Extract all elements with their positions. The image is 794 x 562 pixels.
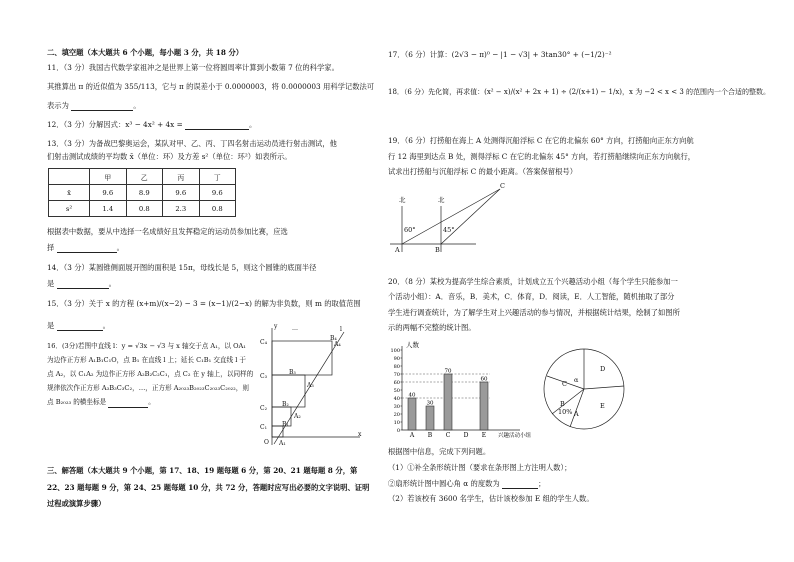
q13-line2: 们射击测试成绩的平均数 x̄（单位：环）及方差 s²（单位：环²）如表所示。	[47, 152, 292, 161]
q20-answer-blank[interactable]	[502, 479, 538, 489]
q16-figure	[252, 322, 367, 447]
q16-line1: 16．(3分)若图中直线 l：y = √3x − √3 与 x 轴交于点 A₁，以 OA₁	[47, 342, 246, 350]
fig16-point-label: B₄	[330, 335, 337, 342]
q13-answer-blank[interactable]	[57, 243, 117, 253]
y-tick-label: 60	[393, 380, 400, 386]
q20-line2: 个活动小组）：A．音乐，B．美术，C．体育，D．阅读，E．人工智能，随机抽取了部分	[388, 292, 675, 301]
bar-data-label: 30	[426, 400, 434, 407]
q15-line2: 是 。	[47, 321, 110, 330]
bar	[480, 382, 488, 430]
fig16-point-label: B₃	[289, 369, 296, 376]
bar	[408, 398, 416, 430]
y-tick-label: 30	[393, 404, 400, 410]
q16-answer-blank[interactable]	[108, 398, 148, 408]
q14-answer-blank[interactable]	[57, 279, 109, 289]
category-label: D	[463, 432, 469, 439]
bar	[444, 374, 452, 430]
category-label: B	[427, 432, 433, 439]
section3-heading-line3: 过程或演算步骤）	[47, 499, 106, 508]
fig16-x-label: x	[358, 431, 362, 438]
fig16-point-label: C₄	[260, 339, 267, 346]
q13-line4: 择 。	[47, 243, 124, 252]
point-c-label: C	[500, 182, 505, 190]
q20-line8: （2）若该校有 3600 名学生，估计该校参加 E 组的学生人数。	[388, 494, 594, 503]
point-b-label: B	[435, 246, 440, 254]
q16-line5: 点 B₂₀₂₃ 的横坐标是 。	[47, 398, 155, 406]
table-cell: s²	[49, 201, 90, 217]
q13-line3: 根据表中数据，要从中选择一名成绩好且发挥稳定的运动员参加比赛，应选	[47, 227, 288, 236]
north-label-a: 北	[399, 196, 406, 204]
chart-x-label: 兴趣活动小组	[498, 433, 532, 439]
q12: 12．（3 分）分解因式：x³ − 4x² + 4x = 。	[47, 120, 257, 129]
pie-divider	[584, 386, 624, 389]
bar-data-label: 70	[444, 368, 452, 375]
point-a-label: A	[395, 246, 400, 254]
q16-line3: 点 A₂，以 C₁A₂ 为边作正方形 A₂B₂C₂C₁，点 C₂ 在 y 轴上，以同样的	[47, 370, 254, 378]
q13-line1: 13．（3 分）为备战巴黎奥运会，某队对甲、乙、丙、丁四名射击运动员进行射击测试，他	[47, 139, 337, 148]
table-cell: 甲	[90, 169, 127, 185]
pie-percent: 10%	[558, 408, 573, 416]
q20-line7: ②扇形统计图中圆心角 α 的度数为 ；	[388, 479, 546, 488]
q18: 18．（6 分）先化简，再求值：(x² − x)/(x² + 2x + 1) ÷ (2/(x+1) − 1/x)，x 为 −2 < x < 3 的范围内一个合适的整数。	[388, 88, 770, 96]
fig16-point-label: A₁	[279, 440, 286, 447]
q20-line1: 20．（8 分）某校为提高学生综合素质，计划成立五个兴趣活动小组（每个学生只能参加一	[388, 277, 678, 286]
table-cell: 0.8	[199, 201, 236, 217]
q20-line5: 根据图中信息，完成下列问题。	[388, 447, 491, 456]
category-label: C	[445, 432, 451, 439]
q11-line1: 11．（3 分）我国古代数学家祖冲之是世界上第一位将圆周率计算到小数第 7 位的科学家。	[47, 63, 339, 72]
fig16-point-label: B₂	[282, 401, 289, 408]
q16-line4: 规律依次作正方形 A₃B₃C₃C₂，…，正方形 A₂₀₂₃B₂₀₂₃C₂₀₂₃C₂₀₂₂，则	[47, 384, 249, 392]
q11-line3: 表示为 。	[47, 101, 141, 110]
table-cell	[49, 169, 90, 185]
q16-line2: 为边作正方形 A₁B₁C₁O，点 B₁ 在直线 l 上；延长 C₁B₁ 交直线 l 于	[47, 356, 247, 364]
table-cell: 1.4	[90, 201, 127, 217]
q20-line4: 示的两幅不完整的统计图。	[388, 323, 476, 332]
chart-y-label: 人数	[406, 341, 419, 349]
table-row	[49, 201, 236, 217]
square-4	[272, 341, 332, 375]
fig16-l-label: l	[340, 326, 342, 333]
q19-line1: 19．（6 分）打捞船在海上 A 处测得沉船浮标 C 在它的北偏东 60° 方向，打捞船向正东方向航	[388, 136, 694, 145]
y-tick-label: 100	[390, 348, 400, 354]
section3-heading-line1: 三、解答题（本大题共 9 个小题，第 17、18、19 题每题 6 分，第 20、21 题每题 8 分，第	[47, 466, 358, 475]
table-row	[49, 185, 236, 201]
q11-line2: 其推算出 π 的近似值为 355/113，它与 π 的误差小于 0.0000003，将 0.0000003 用科学记数法可	[47, 82, 375, 91]
pie-alpha: α	[574, 376, 579, 384]
fig16-dots: …	[292, 325, 298, 332]
pie-label: D	[600, 365, 606, 373]
pie-chart	[540, 346, 630, 432]
y-tick-label: 90	[393, 356, 400, 362]
q11-answer-blank[interactable]	[71, 101, 133, 111]
fig16-point-label: A₄	[334, 341, 341, 348]
table-cell: 9.6	[90, 185, 127, 201]
q15-line1: 15．（3 分）关于 x 的方程 (x+m)/(x−2) − 3 = (x−1)/(2−x) 的解为非负数，则 m 的取值范围	[47, 299, 361, 308]
fig16-point-label: A₂	[294, 413, 301, 420]
pie-label: E	[600, 402, 605, 410]
pie-label: C	[562, 380, 567, 388]
y-tick-label: 20	[393, 412, 400, 418]
fig16-y-label: y	[274, 323, 278, 330]
section2-heading: 二、填空题（本大题共 6 个小题，每小题 3 分，共 18 分）	[47, 48, 244, 57]
y-tick-label: 80	[393, 364, 400, 370]
q15-answer-blank[interactable]	[57, 321, 103, 331]
bar-chart	[388, 338, 538, 443]
category-label: E	[481, 432, 487, 439]
table-cell: 9.6	[163, 185, 200, 201]
bar-data-label: 40	[408, 392, 416, 399]
y-tick-label: 40	[393, 396, 400, 402]
table-cell: 9.6	[199, 185, 236, 201]
ray-ac	[402, 189, 500, 244]
q12-answer-blank[interactable]	[185, 120, 249, 130]
table-cell: 丁	[199, 169, 236, 185]
table-header-row	[49, 169, 236, 185]
fig16-origin-label: O	[264, 439, 269, 446]
category-label: A	[409, 432, 415, 439]
y-tick-label: 50	[393, 388, 400, 394]
table-cell: 乙	[126, 169, 163, 185]
fig16-point-label: C₂	[260, 405, 267, 412]
score-table	[48, 168, 236, 217]
fig16-point-label: C₃	[260, 373, 267, 380]
table-cell: 0.8	[126, 201, 163, 217]
north-label-b: 北	[438, 196, 445, 204]
q20-line6: （1）①补全条形统计图（要求在条形图上方注明人数）；	[388, 463, 572, 472]
bar-data-label: 60	[480, 376, 488, 383]
fig16-point-label: B₁	[282, 421, 289, 428]
ray-bc	[441, 189, 500, 244]
pie-label: A	[574, 410, 579, 418]
section3-heading-line2: 22、23 题每题 9 分，第 24、25 题每题 10 分，共 72 分，答题时应写出必要的文字说明、证明	[47, 483, 370, 492]
angle-60-label: 60°	[404, 226, 416, 234]
q17: 17．（6 分）计算：(2√3 − π)⁰ − |1 − √3| + 3tan30° + (−1/2)⁻²	[388, 50, 612, 59]
y-tick-label: 0	[396, 428, 400, 434]
y-tick-label: 10	[393, 420, 400, 426]
fig16-point-label: C₁	[260, 424, 267, 431]
q14-line2: 是 。	[47, 279, 116, 288]
pie-label: B	[560, 400, 565, 408]
table-cell: 2.3	[163, 201, 200, 217]
q20-line3: 学生进行调查统计，为了解学生对上兴趣活动的参与情况，并根据统计结果，绘制了如图所	[388, 308, 680, 317]
q14-line1: 14．（3 分）某圆锥侧面展开图的面积是 15π，母线长是 5，则这个圆锥的底面半径	[47, 263, 317, 272]
angle-45-label: 45°	[443, 226, 455, 234]
q19-line2: 行 12 海里到达点 B 处，测得浮标 C 在它的北偏东 45° 方向，若打捞船继续向正东方向航行，	[388, 152, 696, 161]
table-cell: 丙	[163, 169, 200, 185]
table-cell: 8.9	[126, 185, 163, 201]
q19-figure	[390, 180, 520, 260]
table-cell: x̄	[49, 185, 90, 201]
bar	[426, 406, 434, 430]
y-tick-label: 70	[393, 372, 400, 378]
q19-line3: 试求出打捞船与沉船浮标 C 的最小距离。（答案保留根号）	[388, 167, 577, 176]
fig16-point-label: A₃	[307, 382, 314, 389]
